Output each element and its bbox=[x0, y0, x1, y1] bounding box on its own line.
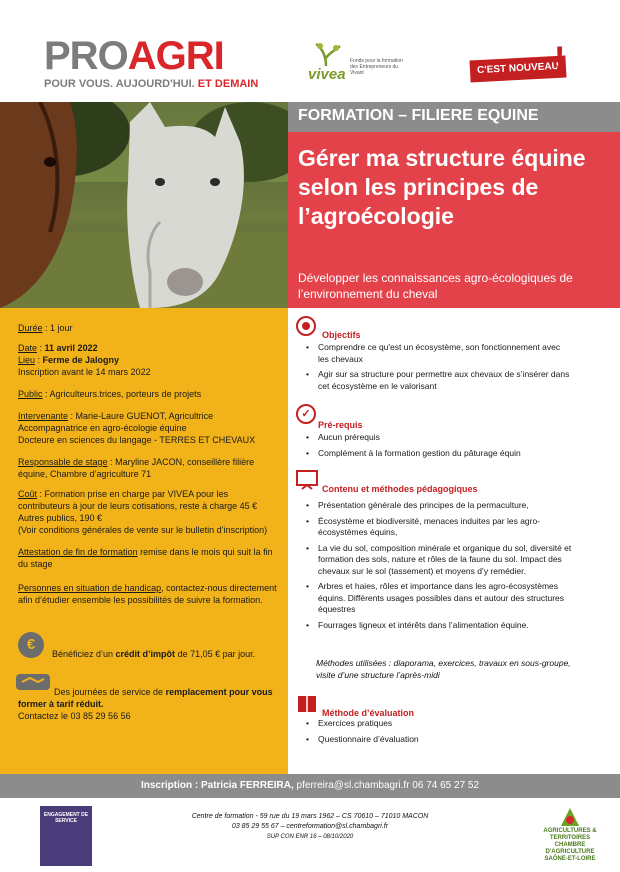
chambre-agriculture-logo: AGRICULTURES & TERRITOIRES CHAMBRE D'AGRICULTURE SAÔNE-ET-LOIRE bbox=[540, 806, 600, 862]
contenu-list bbox=[304, 500, 572, 635]
horses-photo bbox=[0, 102, 288, 308]
logo-slogan: POUR VOUS. AUJOURD'HUI. ET DEMAIN bbox=[44, 78, 259, 90]
proagri-logo: PROAGRI bbox=[44, 34, 224, 78]
list-item: • Fourrages ligneux et intérêts dans l’alimentation équine. bbox=[304, 620, 572, 632]
list-item: • Complément à la formation gestion du pâturage équin bbox=[304, 448, 572, 460]
list-item: • Agir sur sa structure pour permettre aux chevaux de s’insérer dans cet écosystème en le valorisant bbox=[304, 369, 572, 392]
prerequis-list bbox=[304, 432, 572, 463]
vivea-tagline: Fonds pour la formation des Entrepreneurs du Vivant bbox=[350, 58, 403, 76]
duree-row: Durée : 1 jour bbox=[18, 323, 73, 333]
list-item: • Questionnaire d’évaluation bbox=[304, 734, 572, 746]
remplacement-text: Des journées de service de remplacement pour vous former à tarif réduit. bbox=[18, 687, 273, 709]
chambre-leaf-icon bbox=[559, 806, 581, 828]
category-label: FORMATION – FILIERE EQUINE bbox=[298, 107, 539, 124]
exclamation-icon: ! bbox=[554, 40, 566, 78]
date-row: Date : 11 avril 2022 bbox=[18, 343, 98, 353]
engagement-logo: ENGAGEMENT DE SERVICE bbox=[40, 806, 92, 866]
intervenante-role: Accompagnatrice en agro-écologie équine bbox=[18, 423, 187, 433]
vivea-leaf-icon bbox=[312, 38, 342, 68]
list-item: • Écosystème et biodiversité, menaces induites par les agro-écosystèmes équins, bbox=[304, 516, 572, 539]
footer-address: Centre de formation - 59 rue du 19 mars 1962 – CS 70610 – 71010 MACON 03 85 29 55 67 – centreformation@sl.chambagri.fr SUP CON ENR 16 – 08/10/2020 bbox=[191, 813, 429, 840]
logo-agri-text: AGRI bbox=[127, 34, 224, 78]
page-subtitle: Développer les connaissances agro-écologiques de l’environnement du cheval bbox=[298, 271, 573, 301]
intervenante-row: Intervenante : Marie-Laure GUENOT, Agricultrice bbox=[18, 411, 214, 421]
inscription-deadline: Inscription avant le 14 mars 2022 bbox=[18, 367, 151, 377]
checkmark-icon: ✓ bbox=[296, 404, 316, 424]
inscription-contact: Inscription : Patricia FERREIRA, pferreira@sl.chambagri.fr 06 74 65 27 52 bbox=[140, 780, 480, 791]
public-row: Public : Agriculteurs.trices, porteurs de projets bbox=[18, 389, 202, 399]
objectifs-title: Objectifs bbox=[322, 330, 361, 340]
evaluation-list bbox=[304, 718, 572, 749]
list-item: • Comprendre ce qu'est un écosystème, son fonctionnement avec les chevaux bbox=[304, 342, 572, 365]
credit-impot: Bénéficiez d’un crédit d’impôt de 71,05 € par jour. bbox=[52, 649, 256, 659]
board-icon bbox=[296, 470, 318, 490]
book-icon bbox=[296, 694, 318, 714]
objectifs-list bbox=[304, 342, 572, 396]
target-icon bbox=[296, 316, 316, 336]
cout-row: Coût : Formation prise en charge par VIVEA pour les contributeurs à jour de leurs cotisations, reste à charge 45 € Autres publics, 190 € bbox=[18, 489, 258, 523]
attestation-row: Attestation de fin de formation remise dans le mois qui suit la fin du stage bbox=[18, 547, 273, 569]
cout-note: (Voir conditions générales de vente sur le bulletin d’inscription) bbox=[18, 525, 268, 535]
remplacement-contact: Contactez le 03 85 29 56 56 bbox=[18, 711, 131, 721]
responsable-row: Responsable de stage : Maryline JACON, conseillère filière équine, Chambre d’agriculture 71 bbox=[18, 457, 255, 479]
list-item: • Présentation générale des principes de la permaculture, bbox=[304, 500, 572, 512]
contenu-title: Contenu et méthodes pédagogiques bbox=[322, 484, 478, 494]
handicap-row: Personnes en situation de handicap, contactez-nous directement afin d’étudier ensemble les possibilités de suivre la formation. bbox=[18, 583, 277, 605]
prerequis-title: Pré-requis bbox=[318, 420, 363, 430]
page-title: Gérer ma structure équine selon les principes de l’agroécologie bbox=[298, 145, 586, 229]
intervenante-degree: Docteure en sciences du langage - TERRES ET CHEVAUX bbox=[18, 435, 256, 445]
list-item: • Aucun prérequis bbox=[304, 432, 572, 444]
list-item: • La vie du sol, composition minérale et organique du sol, diversité et formation des sols, nature et rôles de la faune du sol. Impact des chevaux sur le sol (tassement) et moyens d’y remédier. bbox=[304, 543, 572, 578]
evaluation-title: Méthode d’évaluation bbox=[322, 708, 415, 718]
lieu-row: Lieu : Ferme de Jalogny bbox=[18, 355, 120, 365]
list-item: • Exercices pratiques bbox=[304, 718, 572, 730]
new-badge: C'EST NOUVEAU bbox=[469, 56, 566, 83]
euro-icon: € bbox=[18, 632, 44, 658]
vivea-logo: vivea bbox=[308, 66, 346, 83]
list-item: • Arbres et haies, rôles et importance dans les agro-écosystèmes équins. Différents usages possibles dans et autour des structures équestres bbox=[304, 581, 572, 616]
methodes-text: Méthodes utilisées : diaporama, exercices, travaux en sous-groupe, visite d’une structure l’après-midi bbox=[316, 658, 571, 680]
